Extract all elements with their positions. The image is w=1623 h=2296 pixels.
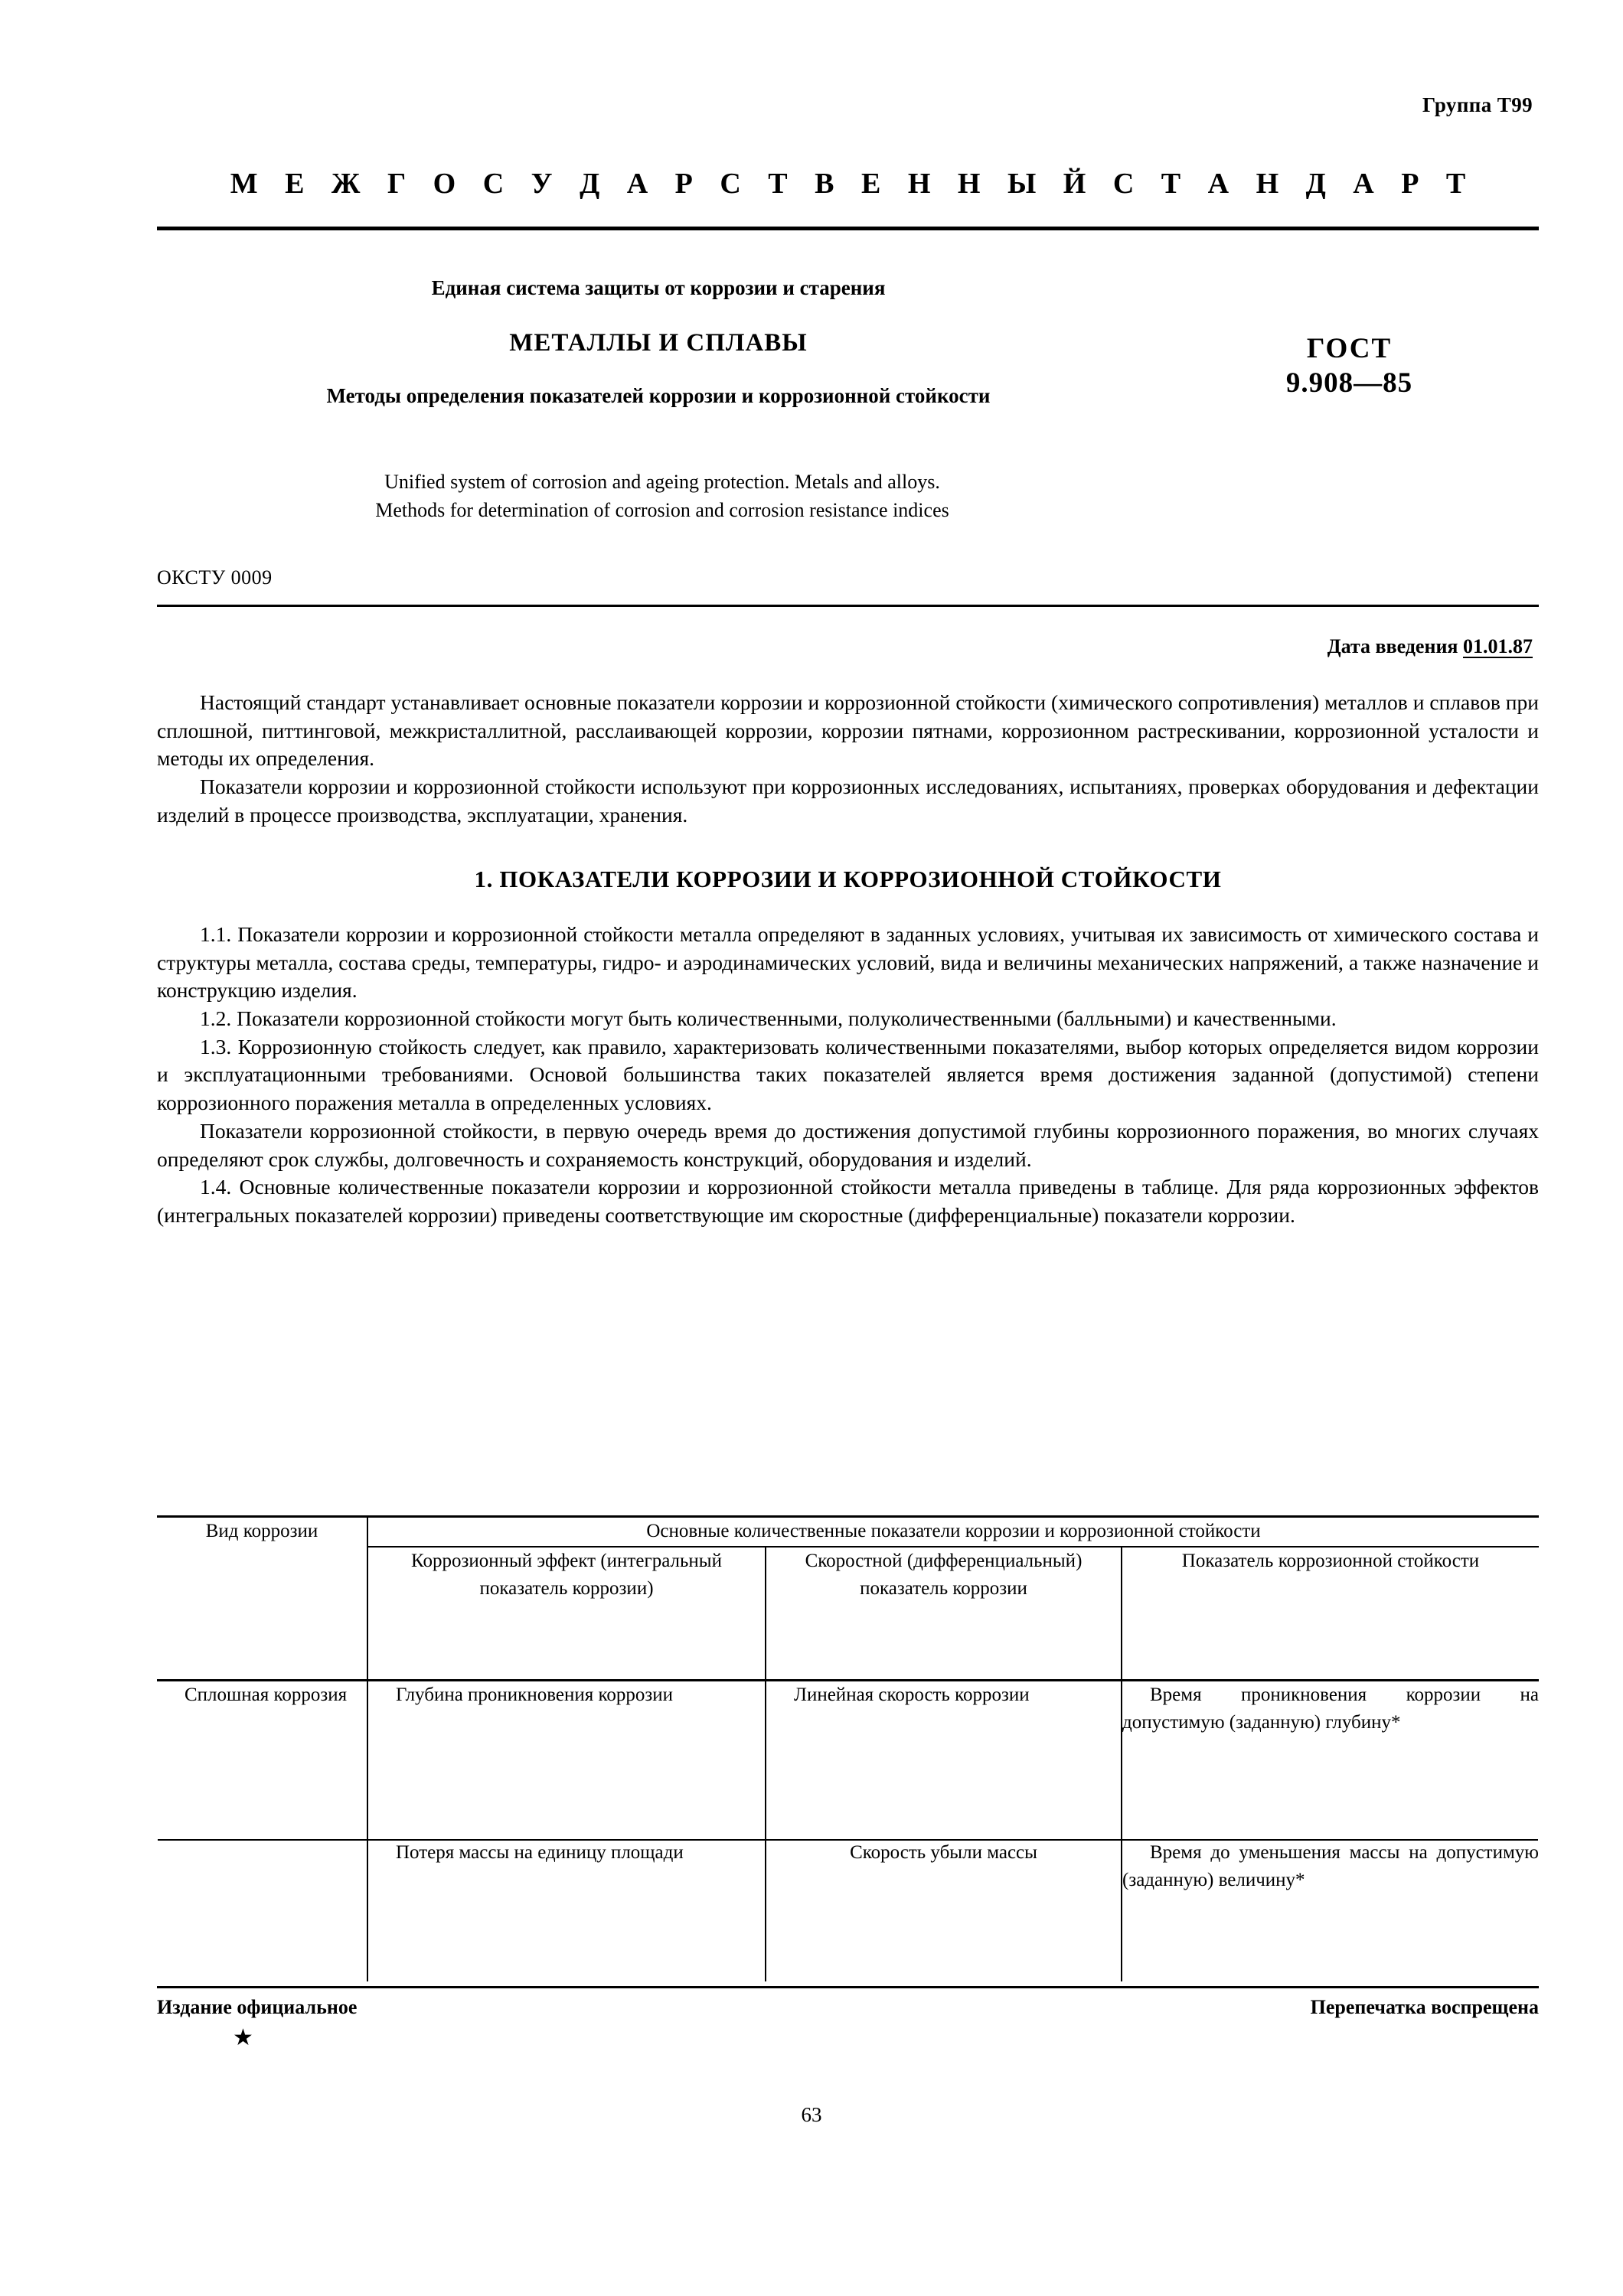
paragraph-1-3b: Показатели коррозионной стойкости, в первую очередь время до достижения допустимой глубины коррозионного поражения, во многих случаях определяют срок службы, долговечность и сохраняемость конструкций, оборудования и изделий. xyxy=(157,1118,1539,1171)
group-code: Группа Т99 xyxy=(1422,93,1533,116)
cell-rate: Скорость убыли массы xyxy=(766,1839,1122,1981)
cell-rate: Линейная скорость коррозии xyxy=(766,1680,1122,1839)
introduction-date-value: 01.01.87 xyxy=(1463,635,1533,657)
document-body xyxy=(157,689,1539,1230)
indices-table xyxy=(157,1518,1539,1981)
paragraph-intro-1: Настоящий стандарт устанавливает основные показатели коррозии и коррозионной стойкости (химического сопротивления) металлов и сплавов при сплошной, питтинговой, межкристаллитной, расслаивающей коррозии, коррозии пятнами, коррозионном растрескивании, коррозионной усталости и методы их определения. xyxy=(157,690,1539,771)
title-block xyxy=(157,276,1539,409)
header-cell-effect: Коррозионный эффект (интегральный показатель коррозии) xyxy=(367,1547,766,1681)
paragraph-1-3: 1.3. Коррозионную стойкость следует, как правило, характеризовать количественными показателями, выбор которых определяется видом коррозии и эксплуатационными требованиями. Основой большинства таких показателей является время достижения заданной (допустимой) степени коррозионного поражения металла в определенных условиях. xyxy=(157,1034,1539,1115)
introduction-date xyxy=(1327,635,1533,658)
footer-rule xyxy=(157,1986,1539,1988)
table-row xyxy=(157,1839,1539,1981)
table-header-row-1 xyxy=(157,1518,1539,1547)
page-number: 63 xyxy=(801,2103,822,2126)
gost-number: 9.908—85 xyxy=(1285,367,1413,400)
section-1-heading: 1. ПОКАЗАТЕЛИ КОРРОЗИИ И КОРРОЗИОННОЙ СТОЙКОСТИ xyxy=(474,865,1222,892)
system-line: Единая система защиты от коррозии и старения xyxy=(431,276,886,299)
object-line: МЕТАЛЛЫ И СПЛАВЫ xyxy=(509,328,808,357)
cell-kind: Сплошная коррозия xyxy=(185,1684,348,1705)
table-row xyxy=(157,1680,1539,1839)
star-icon: ★ xyxy=(233,2025,253,2050)
cell-kind xyxy=(157,1839,367,1981)
header-cell-kind: Вид коррозии xyxy=(205,1521,318,1541)
footer-right-note: Перепечатка воспрещена xyxy=(1310,1996,1539,2018)
english-line-2: Methods for determination of corrosion and corrosion resistance indices xyxy=(375,498,949,521)
indices-table-wrapper xyxy=(157,1515,1539,1981)
header-cell-span: Основные количественные показатели коррозии и коррозионной стойкости xyxy=(367,1518,1539,1547)
footer-left-note: Издание официальное xyxy=(157,1996,358,2018)
okstu-rule xyxy=(157,605,1539,607)
standard-kind-title: М Е Ж Г О С У Д А Р С Т В Е Н Н Ы Й С Т А Н Д А Р Т xyxy=(230,168,1476,200)
english-title-block xyxy=(157,468,1167,525)
okstu-code: ОКСТУ 0009 xyxy=(157,566,273,589)
header-cell-resistance: Показатель коррозионной стойкости xyxy=(1122,1547,1539,1681)
cell-effect: Потеря массы на единицу площади xyxy=(367,1839,766,1981)
page-footer xyxy=(157,1996,1539,2019)
header-cell-rate: Скоростной (дифференциальный) показатель коррозии xyxy=(766,1547,1122,1681)
paragraph-intro-2: Показатели коррозии и коррозионной стойкости используют при коррозионных исследованиях, испытаниях, проверках оборудования и дефектации изделий в процессе производства, эксплуатации, хранения. xyxy=(157,775,1539,827)
english-line-1: Unified system of corrosion and ageing protection. Metals and alloys. xyxy=(384,471,940,493)
cell-resistance: Время до уменьшения массы на допустимую (заданную) величину* xyxy=(1122,1839,1539,1981)
paragraph-1-4: 1.4. Основные количественные показатели коррозии и коррозионной стойкости металла приведены в таблице. Для ряда коррозионных эффектов (интегральных показателей коррозии) приведены соответствующие им скоростные (дифференциальные) показатели коррозии. xyxy=(157,1175,1539,1227)
paragraph-1-1: 1.1. Показатели коррозии и коррозионной стойкости металла определяют в заданных условиях, учитывая их зависимость от химического состава и структуры металла, состава среды, температуры, гидро- и аэродинамических условий, вида и величины механических напряжений, а также назначение и конструкцию изделия. xyxy=(157,921,1539,1003)
paragraph-1-2: 1.2. Показатели коррозионной стойкости могут быть количественными, полуколичественными (балльными) и качественными. xyxy=(200,1006,1337,1030)
cell-resistance: Время проникновения коррозии на допустимую (заданную) глубину* xyxy=(1122,1680,1539,1839)
cell-effect: Глубина проникновения коррозии xyxy=(367,1680,766,1839)
gost-word: ГОСТ xyxy=(1306,333,1393,364)
methods-line: Методы определения показателей коррозии и коррозионной стойкости xyxy=(326,383,991,407)
header-rule xyxy=(157,227,1539,230)
introduction-date-label: Дата введения xyxy=(1327,635,1458,657)
